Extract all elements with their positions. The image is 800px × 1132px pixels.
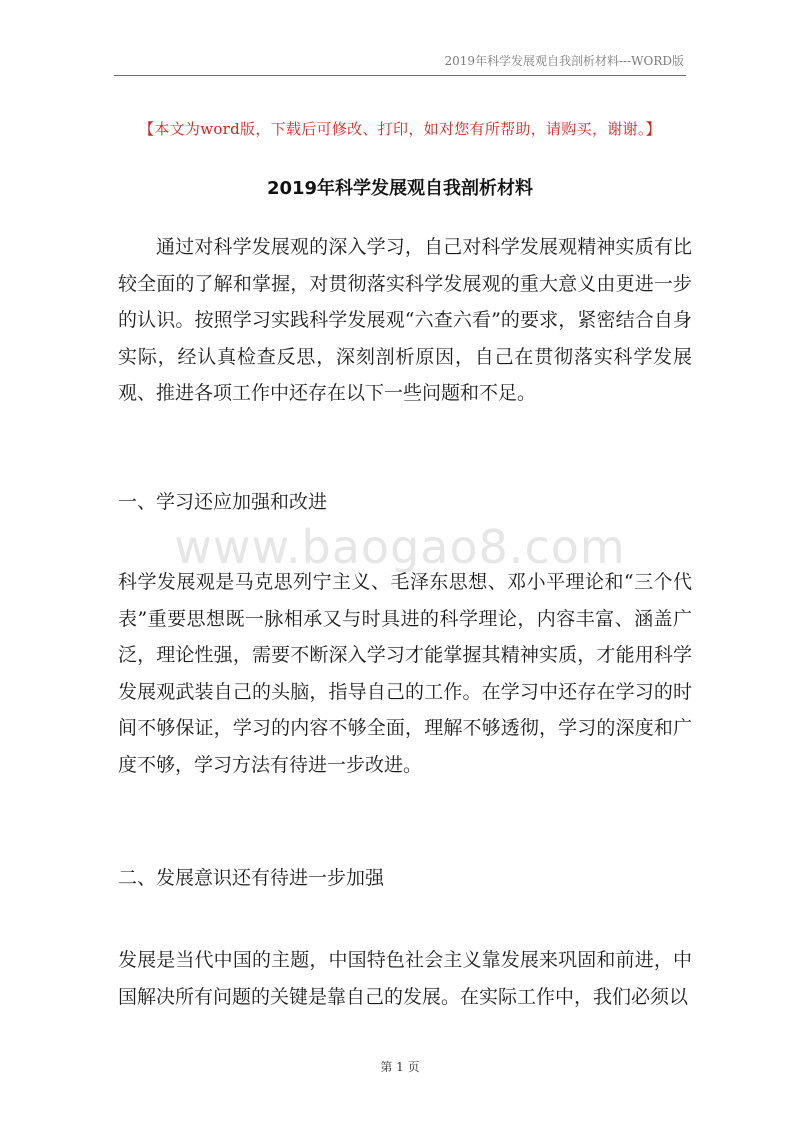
section-heading-1: 一、学习还应加强和改进 (118, 491, 328, 513)
purchase-notice: 【本文为word版，下载后可修改、打印，如对您有所帮助，请购买，谢谢。】 (139, 120, 661, 138)
page-number: 第 1 页 (380, 1060, 420, 1074)
section-heading-2: 二、发展意识还有待进一步加强 (118, 867, 385, 889)
section-1-paragraph: 科学发展观是马克思列宁主义、毛泽东思想、邓小平理论和“三个代表”重要思想既一脉相承又与时具进的科学理论，内容丰富、涵盖广泛，理论性强，需要不断深入学习才能掌握其精神实质，才能用科学发展观武装自己的头脑，指导自己的工作。在学习中还存在学习的时间不够保证，学习的内容不够全面，理解不够透彻，学习的深度和广度不够，学习方法有待进一步改进。 (118, 571, 692, 776)
document-title: 2019年科学发展观自我剖析材料 (266, 178, 534, 199)
watermark: www.baogao8.com (174, 520, 626, 574)
running-header: 2019年科学发展观自我剖析材料---WORD版 (444, 54, 684, 68)
section-2-paragraph: 发展是当代中国的主题，中国特色社会主义靠发展来巩固和前进，中国解决所有问题的关键是靠自己的发展。在实际工作中，我们必须以 (118, 949, 692, 1008)
header-divider (114, 75, 686, 76)
intro-paragraph: 通过对科学发展观的深入学习，自己对科学发展观精神实质有比较全面的了解和掌握，对贯彻落实科学发展观的重大意义由更进一步的认识。按照学习实践科学发展观“六查六看”的要求，紧密结合自身实际，经认真检查反思，深刻剖析原因，自己在贯彻落实科学发展观、推进各项工作中还存在以下一些问题和不足。 (118, 236, 692, 405)
